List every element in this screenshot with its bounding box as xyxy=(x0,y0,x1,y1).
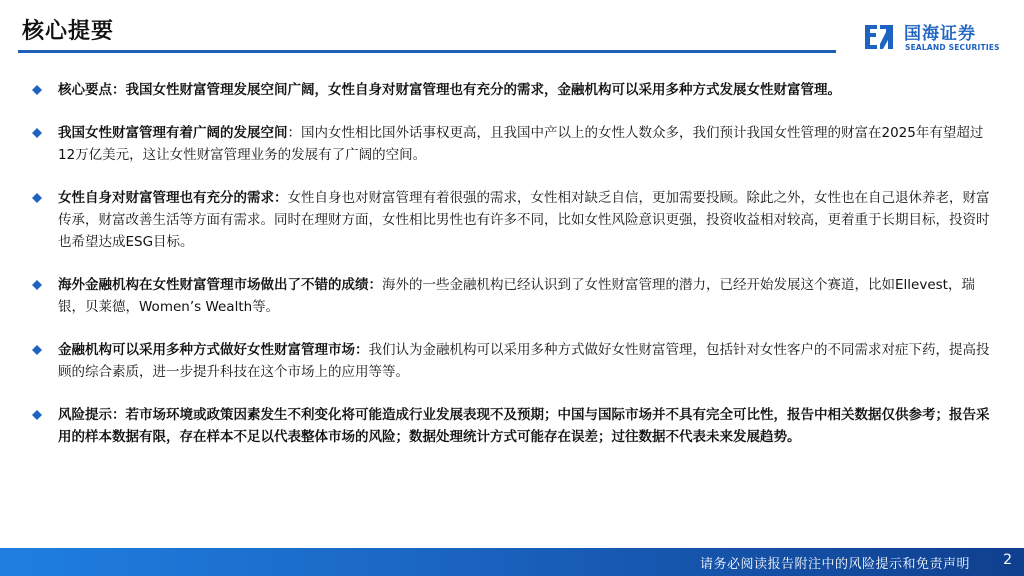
diamond-icon xyxy=(32,410,42,420)
sealand-logo xyxy=(862,18,1012,56)
title-divider xyxy=(18,50,836,53)
diamond-icon xyxy=(32,280,42,290)
sealand-logo-mark-icon xyxy=(862,20,896,54)
diamond-icon xyxy=(32,193,42,203)
bullet-text: 海外的一些金融机构已经认识到了女性财富管理的潜力，已经开始发展这个赛道，比如Ellevest，瑞银，贝莱德，Women’s Wealth等。 xyxy=(58,277,975,315)
bullet-women-demand xyxy=(32,187,996,253)
summary-bullet-list xyxy=(32,79,996,469)
footer-bar xyxy=(0,548,1024,576)
bullet-heading: 海外金融机构在女性财富管理市场做出了不错的成绩： xyxy=(58,277,382,293)
bullet-overseas-institutions xyxy=(32,274,996,318)
logo-chinese-name: 国海证券 xyxy=(904,24,976,44)
bullet-risk-warning xyxy=(32,404,996,448)
bullet-heading: 我国女性财富管理有着广阔的发展空间 xyxy=(58,125,288,141)
bullet-key-points xyxy=(32,79,996,101)
footer-disclaimer: 请务必阅读报告附注中的风险提示和免责声明 xyxy=(699,557,970,572)
diamond-icon xyxy=(32,128,42,138)
bullet-text: 我们认为金融机构可以采用多种方式做好女性财富管理，包括针对女性客户的不同需求对症下药，提高投顾的综合素质，进一步提升科技在这个市场上的应用等等。 xyxy=(58,342,990,380)
bullet-heading: 金融机构可以采用多种方式做好女性财富管理市场： xyxy=(58,342,369,358)
bullet-financial-institutions xyxy=(32,339,996,383)
page-title: 核心提要 xyxy=(22,19,115,44)
diamond-icon xyxy=(32,85,42,95)
bullet-development-space xyxy=(32,122,996,166)
bullet-heading: 风险提示：若市场环境或政策因素发生不利变化将可能造成行业发展表现不及预期；中国与国际市场并不具有完全可比性，报告中相关数据仅供参考；报告采用的样本数据有限，存在样本不足以代表整体市场的风险；数据处理统计方式可能存在误差；过往数据不代表未来发展趋势。 xyxy=(58,407,990,445)
logo-english-name: SEALAND SECURITIES xyxy=(905,43,1000,52)
bullet-heading: 核心要点：我国女性财富管理发展空间广阔，女性自身对财富管理也有充分的需求，金融机构可以采用多种方式发展女性财富管理。 xyxy=(58,82,841,98)
bullet-heading: 女性自身对财富管理也有充分的需求： xyxy=(58,190,288,206)
bullet-text: 女性自身也对财富管理有着很强的需求，女性相对缺乏自信，更加需要投顾。除此之外，女性也在自己退休养老，财富传承，财富改善生活等方面有需求。同时在理财方面，女性相比男性也有许多不同，比如女性风险意识更强，投资收益相对较高，更着重于长期目标，投资时也希望达成ESG目标。 xyxy=(58,190,990,250)
diamond-icon xyxy=(32,345,42,355)
page-number: 2 xyxy=(1003,552,1012,568)
bullet-text: ：国内女性相比国外话事权更高，且我国中产以上的女性人数众多，我们预计我国女性管理的财富在2025年有望超过12万亿美元，这让女性财富管理业务的发展有了广阔的空间。 xyxy=(58,125,984,163)
